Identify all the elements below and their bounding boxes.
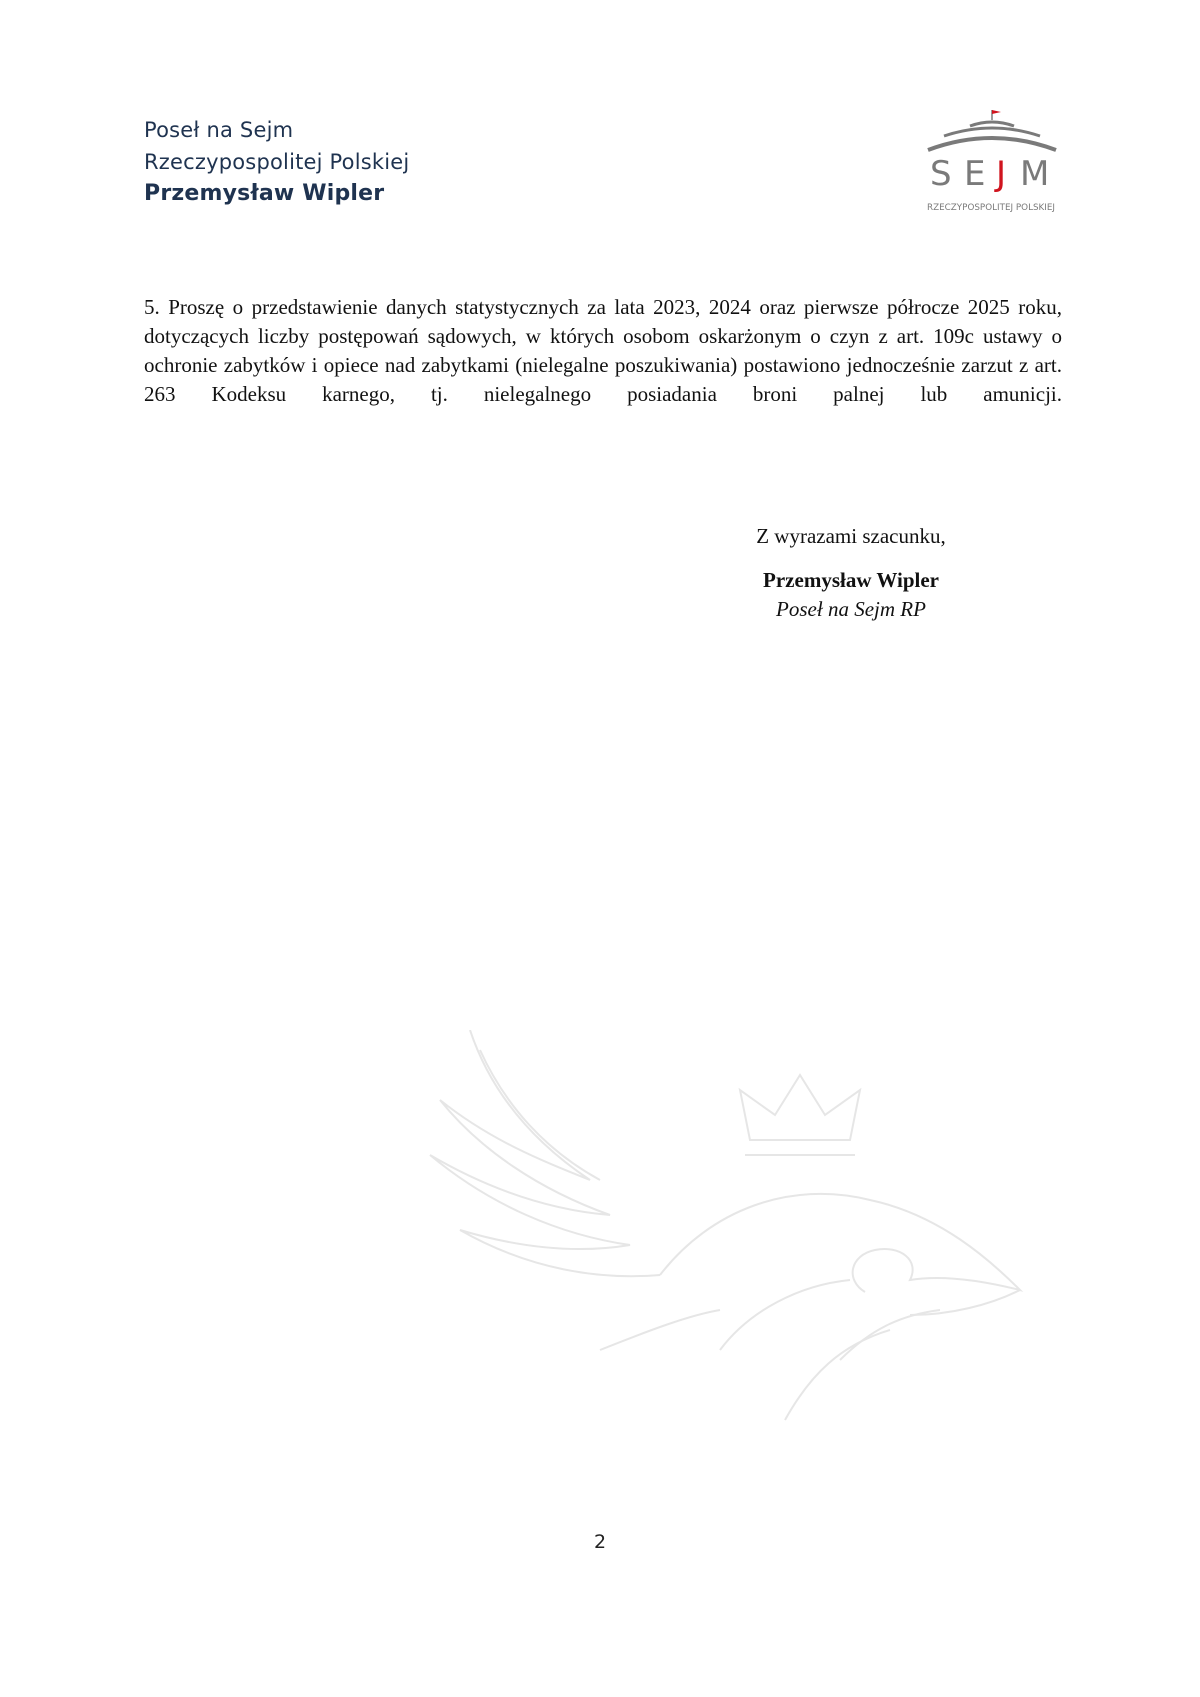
- page-number: 2: [593, 1531, 607, 1553]
- request-paragraph: 5. Proszę o przedstawienie danych statystycznych za lata 2023, 2024 oraz pierwsze półrocze 2025 roku, dotyczących liczby postępowań sądowych, w których osobom oskarżonym o czyn z art. 109c ustawy o ochronie zabytków i opiece nad zabytkami (nielegalne poszukiwania) postawiono jednocześnie zarzut z art. 263 Kodeksu karnego, tj. nielegalnego posiadania broni palnej lub amunicji.: [144, 295, 1062, 406]
- signatory-name: Przemysław Wipler: [763, 568, 939, 592]
- flag-icon: [992, 110, 1001, 120]
- eagle-watermark-icon: [420, 1030, 1070, 1430]
- logo-subtitle: RZECZYPOSPOLITEJ POLSKIEJ: [927, 203, 1055, 213]
- closing-greeting: Z wyrazami szacunku,: [756, 524, 946, 548]
- signatory-title: Poseł na Sejm RP: [776, 597, 926, 621]
- sender-header: [144, 114, 409, 210]
- sejm-logo: [922, 106, 1062, 216]
- logo-letter-j: J: [996, 154, 1007, 194]
- sender-country: Rzeczypospolitej Polskiej: [144, 150, 410, 174]
- dome-icon: [928, 122, 1056, 150]
- logo-letter-m: M: [1020, 154, 1050, 194]
- logo-letter-e: E: [964, 154, 986, 194]
- sender-role: Poseł na Sejm: [144, 118, 294, 142]
- sender-name: Przemysław Wipler: [144, 181, 385, 206]
- logo-letter-s: S: [930, 154, 952, 194]
